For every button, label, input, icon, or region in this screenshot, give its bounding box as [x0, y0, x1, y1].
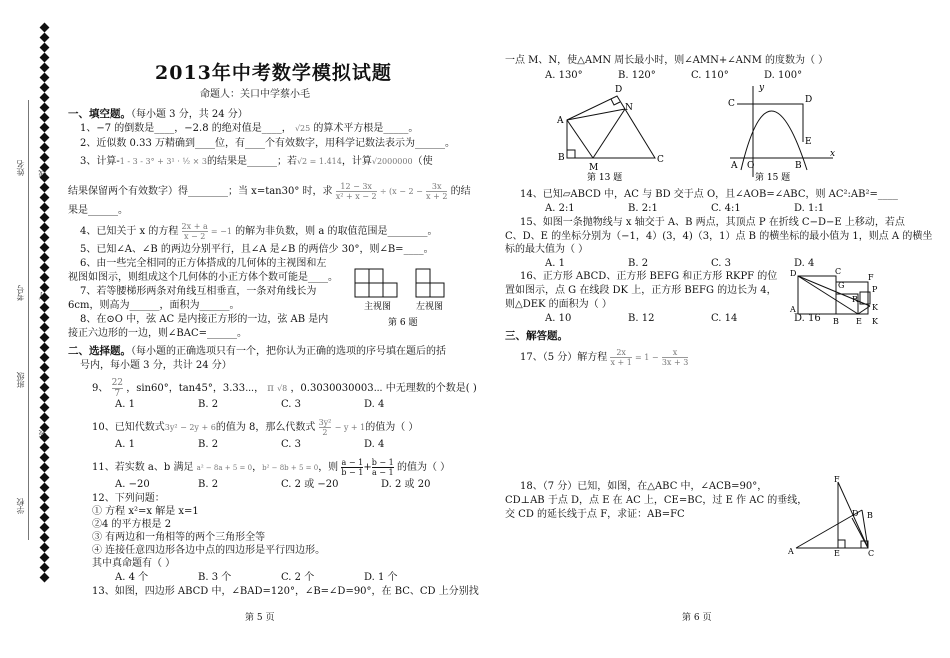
binding-diamond	[40, 323, 50, 333]
question-9	[92, 378, 477, 399]
binding-diamond	[40, 233, 50, 243]
q9-text-a: 9、	[92, 383, 109, 394]
binding-diamond	[40, 503, 50, 513]
q12-item-3: ③ 有两边和一角相等的两个三角形全等	[92, 532, 266, 543]
q1-text-b: 的算术平方根是_____。	[313, 123, 419, 134]
question-14: 14、已知▱ABCD 中，AC 与 BD 交于点 O，且∠AOB=∠ABC，则 AC²:AB²=____	[520, 189, 898, 200]
svg-text:F: F	[868, 273, 874, 282]
q11-cond-1: a² − 8a + 5 = 0	[196, 464, 253, 472]
q10-expr: 3y² − 2y + 6	[164, 423, 216, 432]
q10-option-a: A. 1	[115, 439, 135, 450]
q13-option-a: A. 130°	[545, 70, 583, 81]
question-16-c: 则△DEK 的面积为（ ）	[505, 299, 612, 310]
binding-diamond	[40, 443, 50, 453]
q3-calc: √2000000	[371, 157, 413, 166]
fig13-caption: 第 13 题	[587, 173, 623, 182]
binding-diamond	[40, 293, 50, 303]
q3-text-d: （使	[412, 156, 433, 167]
question-4	[80, 222, 437, 241]
q14-option-b: B. 2:1	[628, 203, 658, 214]
svg-text:M: M	[589, 163, 599, 173]
q10-text-c: 的值为（ ）	[365, 422, 419, 433]
question-6-a: 6、由一些完全相同的正方体搭成的几何体的主视图和左	[80, 258, 327, 269]
q9-sqrt: √8	[277, 384, 288, 393]
section-choice	[68, 345, 446, 358]
q11-frac-2: $\frac{b - 1}{a - 1}$	[371, 458, 394, 477]
q12-option-c: C. 2 个	[281, 572, 315, 583]
binding-diamond	[40, 283, 50, 293]
question-12: 12、下列问题：	[92, 493, 165, 504]
binding-diamond	[40, 93, 50, 103]
question-13-cont: 一点 M、N，使△AMN 周长最小时，则∠AMN+∠ANM 的度数为（ ）	[505, 55, 829, 66]
q4-text-b: 的解为非负数，则 a 的取值范围是________。	[235, 226, 438, 237]
svg-text:G: G	[838, 281, 845, 290]
q10-option-d: D. 4	[364, 439, 385, 450]
q13-options	[545, 69, 802, 82]
q15-options	[545, 257, 814, 270]
binding-diamond-column	[38, 24, 50, 584]
q17-mid: = 1 −	[635, 353, 659, 362]
binding-diamond	[40, 223, 50, 233]
svg-text:R: R	[852, 295, 859, 304]
question-2: 2、近似数 0.33 万精确到____位，有____个有效数字，用科学记数法表示为______。	[80, 138, 455, 149]
svg-text:F: F	[834, 475, 840, 484]
binding-diamond	[40, 563, 50, 573]
q3-frac1: $\frac{12 - 3x}{\text{x² + x − 2}}$	[335, 182, 377, 201]
svg-text:C: C	[835, 267, 842, 276]
figure-6	[350, 255, 460, 330]
q17-frac-2: $\frac{x}{3x + 3}$	[661, 348, 689, 367]
q13-option-c: C. 110°	[691, 70, 729, 81]
binding-diamond	[40, 333, 50, 343]
question-8-b: 接正六边形的一边，则∠BAC=______。	[68, 328, 247, 339]
binding-diamond	[40, 473, 50, 483]
q14-option-d: D. 1:1	[794, 203, 825, 214]
question-3	[80, 155, 433, 168]
binding-diamond	[40, 143, 50, 153]
section-answer	[505, 330, 568, 343]
q12-end: 其中真命题有（ ）	[92, 558, 176, 569]
q11-cond-2: b² − 8b + 5 = 0	[262, 464, 319, 472]
binding-diamond	[40, 453, 50, 463]
question-6-b: 视图如图示，则组成这个几何体的小正方体个数可能是____。	[68, 272, 338, 283]
question-17	[520, 348, 688, 367]
q14-option-a: A. 2:1	[545, 203, 575, 214]
svg-text:D: D	[805, 95, 813, 105]
binding-diamond	[40, 273, 50, 283]
binding-diamond	[40, 303, 50, 313]
q12-item-1: ① 方程 x²=x 解是 x=1	[92, 506, 199, 517]
question-11: 11、若实数 a、b 满足 a² − 8a + 5 = 0，b² − 8b + 5 = 0，则 $\frac{a - 1}{b - 1}$ + $\frac{b - 1}{a - 1}$ 的值为（ ）	[92, 458, 451, 477]
question-16-a: 16、正方形 ABCD、正方形 BEFG 和正方形 RKPF 的位	[520, 271, 778, 282]
q3-text-a: 3、计算-	[80, 156, 120, 167]
binding-diamond	[40, 493, 50, 503]
q9-option-a: A. 1	[115, 399, 135, 410]
q10-tail: − y + 1	[334, 423, 366, 432]
q3-mid: ÷ (x − 2 −	[379, 187, 423, 196]
section-title: 一、填空题。	[68, 108, 131, 120]
binding-diamond	[40, 433, 50, 443]
svg-text:O: O	[747, 161, 755, 171]
fig6-left-label: 左视图	[416, 302, 444, 312]
question-16-b: 置如图示，点 G 在线段 DK 上，正方形 BEFG 的边长为 4，	[505, 285, 777, 296]
binding-label-examno: 考号	[16, 285, 25, 301]
q4-frac: $\frac{2x + a}{x - 2}$	[181, 222, 208, 241]
question-7-a: 7、若等腰梯形两条对角线互相垂直，一条对角线长为	[80, 286, 317, 297]
binding-diamond	[40, 343, 50, 353]
svg-text:A: A	[790, 305, 796, 314]
binding-diamond	[40, 313, 50, 323]
q16-options	[545, 312, 821, 325]
q15-option-a: A. 1	[545, 258, 565, 269]
page-number-left: 第 5 页	[245, 613, 275, 623]
binding-diamond	[40, 33, 50, 43]
svg-text:B: B	[833, 317, 839, 326]
q3-text-c: ，计算	[341, 156, 372, 167]
svg-text:E: E	[856, 317, 862, 326]
figure-13	[555, 82, 670, 182]
q3-text-e: 结果保留两个有效数字）得________；当 x=tan30° 时，求	[68, 186, 333, 197]
question-3-cont	[68, 182, 471, 201]
fig15-caption: 第 15 题	[755, 173, 791, 182]
question-15-b: C、D、E 的坐标分别为（−1，4）(3，4)（3，1）点 B 的横坐标的最小值为 1，则点 A 的横坐	[505, 231, 933, 242]
svg-text:E: E	[834, 549, 840, 558]
question-13: 13、如图，四边形 ABCD 中，∠BAD=120°，∠B=∠D=90°，在 BC、CD 上分别找	[92, 586, 479, 597]
q4-text-a: 4、已知关于 x 的方程	[80, 226, 179, 237]
svg-text:D: D	[615, 85, 623, 95]
q11-option-a: A. −20	[115, 479, 150, 490]
question-18-a: 18、（7 分）已知，如图，在△ABC 中，∠ACB=90°，	[520, 481, 768, 492]
author-line: 命题人：关口中学蔡小毛	[200, 89, 310, 100]
binding-diamond	[40, 393, 50, 403]
page-title: 2013年中考数学模拟试题	[155, 62, 392, 84]
binding-diamond	[40, 533, 50, 543]
question-18-c: 交 CD 的延长线于点 F，求证：AB=FC	[505, 509, 685, 520]
svg-text:D: D	[852, 509, 859, 518]
q12-option-d: D. 1 个	[364, 572, 398, 583]
q11-option-d: D. 2 或 20	[381, 479, 431, 490]
section-choice-note-2: 号内，每小题 3 分，共计 24 分）	[80, 360, 232, 371]
svg-text:C: C	[868, 549, 875, 558]
binding-diamond	[40, 353, 50, 363]
figure-18	[788, 474, 878, 558]
figure-16	[788, 264, 883, 326]
svg-text:B: B	[795, 161, 802, 171]
section-note: （每小题 3 分，共 24 分）	[131, 109, 248, 120]
binding-margin	[0, 0, 55, 658]
q12-item-4: ④ 连接任意四边形各边中点的四边形是平行四边形。	[92, 545, 326, 556]
binding-diamond	[40, 423, 50, 433]
q9-text-c: ，0.3030030003⋯ 中无理数的个数是( )	[290, 383, 477, 394]
q16-option-d: D. 16	[794, 313, 821, 324]
binding-diamond	[40, 133, 50, 143]
q9-pi: π	[267, 383, 274, 394]
question-3-end: 果是______。	[68, 205, 128, 216]
binding-diamond	[40, 373, 50, 383]
binding-diamond	[40, 193, 50, 203]
svg-text:N: N	[625, 103, 633, 113]
binding-diamond	[40, 123, 50, 133]
svg-text:A: A	[731, 161, 738, 171]
section-title: 二、选择题。	[68, 345, 131, 357]
question-8-a: 8、在⊙O 中，弦 AC 是内接正方形的一边，弦 AB 是内	[80, 314, 329, 325]
q9-text-b: ，sin60°，tan45°，3.33⋯，	[126, 383, 265, 394]
q14-options	[545, 202, 824, 215]
q10-options	[115, 438, 384, 451]
q16-option-b: B. 12	[628, 313, 655, 324]
q14-option-c: C. 4:1	[711, 203, 741, 214]
binding-diamond	[40, 203, 50, 213]
q11-options	[115, 478, 430, 491]
q11-text-a: 11、若实数 a、b 满足	[92, 462, 194, 473]
binding-diamond	[40, 163, 50, 173]
binding-diamond	[40, 23, 50, 33]
q9-frac: $\frac{22}{7}$	[111, 378, 124, 399]
question-15-c: 标的最大值为（ ）	[505, 244, 589, 255]
binding-diamond	[40, 153, 50, 163]
svg-text:C: C	[657, 155, 664, 165]
binding-diamond	[40, 253, 50, 263]
q9-option-b: B. 2	[198, 399, 219, 410]
svg-text:K: K	[872, 303, 878, 312]
q13-option-d: D. 100°	[764, 70, 803, 81]
q11-frac-1: $\frac{a - 1}{b - 1}$	[341, 458, 364, 477]
binding-diamond	[40, 73, 50, 83]
q3-text-f: 的结	[450, 186, 471, 197]
binding-diamond	[40, 63, 50, 73]
binding-diamond	[40, 113, 50, 123]
q12-item-2: ②4 的平方根是 2	[92, 519, 172, 530]
binding-diamond	[40, 213, 50, 223]
section-note: （每小题的正确选项只有一个，把你认为正确的选项的序号填在题后的括	[131, 346, 446, 357]
q16-option-a: A. 10	[545, 313, 572, 324]
binding-diamond	[40, 513, 50, 523]
svg-text:y: y	[759, 83, 765, 93]
svg-text:K: K	[872, 317, 878, 326]
binding-diamond	[40, 173, 50, 183]
q10-option-b: B. 2	[198, 439, 219, 450]
q12-option-a: A. 4 个	[115, 572, 149, 583]
question-1	[80, 122, 418, 135]
binding-diamond	[40, 413, 50, 423]
q3-text-b: 的结果是______；若	[206, 156, 297, 167]
svg-text:D: D	[790, 269, 797, 278]
q16-option-c: C. 14	[711, 313, 738, 324]
binding-diamond	[40, 53, 50, 63]
svg-text:B: B	[558, 153, 565, 163]
binding-diamond	[40, 553, 50, 563]
binding-diamond	[40, 403, 50, 413]
svg-text:x: x	[830, 149, 836, 159]
binding-diamond	[40, 543, 50, 553]
q11-option-b: B. 2	[198, 479, 219, 490]
question-18-b: CD⊥AB 于点 D，点 E 在 AC 上，CE=BC，过 E 作 AC 的垂线，	[505, 495, 808, 506]
binding-diamond	[40, 463, 50, 473]
q15-option-b: B. 2	[628, 258, 649, 269]
binding-label-name: 姓名	[16, 160, 25, 176]
svg-text:E: E	[805, 137, 812, 147]
fig6-main-label: 主视图	[364, 302, 392, 312]
q4-rhs: = −1	[210, 227, 232, 236]
q12-options	[115, 571, 398, 584]
q15-option-c: C. 3	[711, 258, 732, 269]
svg-text:B: B	[867, 511, 873, 520]
figure-15	[725, 82, 840, 182]
page-number-right: 第 6 页	[682, 613, 712, 623]
question-5: 5、已知∠A、∠B 的两边分别平行，且∠A 是∠B 的两倍少 30°，则∠B=____。	[80, 244, 434, 255]
section-fill-blank	[68, 108, 248, 121]
svg-text:A: A	[788, 547, 794, 556]
q10-option-c: C. 3	[281, 439, 302, 450]
binding-label-class: 班级	[16, 372, 25, 388]
question-15-a: 15、如图一条抛物线与 x 轴交于 A、B 两点，其顶点 P 在折线 C−D−E 上移动，若点	[520, 217, 905, 228]
fig6-caption: 第 6 题	[388, 318, 418, 328]
q10-text-b: 的值为 8，那么代数式	[215, 422, 316, 433]
binding-diamond	[40, 363, 50, 373]
binding-diamond	[40, 483, 50, 493]
section-title: 三、解答题。	[505, 330, 568, 342]
binding-diamond	[40, 573, 50, 583]
q17-frac-1: $\frac{2x}{x + 1}$	[610, 348, 632, 367]
q10-text-a: 10、已知代数式	[92, 422, 165, 433]
q10-frac: $\frac{\text{3y²}}{2}$	[318, 418, 332, 437]
q3-expr: 1 - 3 - 3° + 3¹ · ½ × 3	[119, 157, 207, 166]
svg-text:C: C	[728, 99, 735, 109]
q17-text: 17、（5 分）解方程	[520, 352, 608, 363]
q9-options	[115, 398, 384, 411]
q15-option-d: D. 4	[794, 258, 815, 269]
binding-diamond	[40, 83, 50, 93]
binding-diamond	[40, 263, 50, 273]
binding-diamond	[40, 103, 50, 113]
q13-option-b: B. 120°	[618, 70, 656, 81]
q12-option-b: B. 3 个	[198, 572, 232, 583]
question-10	[92, 418, 418, 437]
binding-diamond	[40, 243, 50, 253]
svg-text:P: P	[872, 285, 878, 294]
binding-diamond	[40, 43, 50, 53]
question-7-b: 6cm，则高为______，面积为______。	[68, 300, 240, 311]
q9-option-c: C. 3	[281, 399, 302, 410]
q11-text-b: ，则	[318, 462, 339, 473]
binding-diamond	[40, 523, 50, 533]
q3-frac2: $\frac{3x}{x + 2}$	[426, 182, 448, 201]
binding-diamond	[40, 183, 50, 193]
q11-option-c: C. 2 或 −20	[281, 479, 339, 490]
binding-diamond	[40, 383, 50, 393]
q3-cond: √2 = 1.414	[296, 157, 342, 166]
binding-label-school: 学校	[16, 498, 25, 514]
q1-text: 1、−7 的倒数是____，−2.8 的绝对值是____，	[80, 123, 292, 134]
q11-text-c: 的值为（ ）	[396, 462, 451, 473]
svg-text:A: A	[557, 116, 564, 126]
q9-option-d: D. 4	[364, 399, 385, 410]
q1-sqrt: √25	[294, 124, 311, 133]
